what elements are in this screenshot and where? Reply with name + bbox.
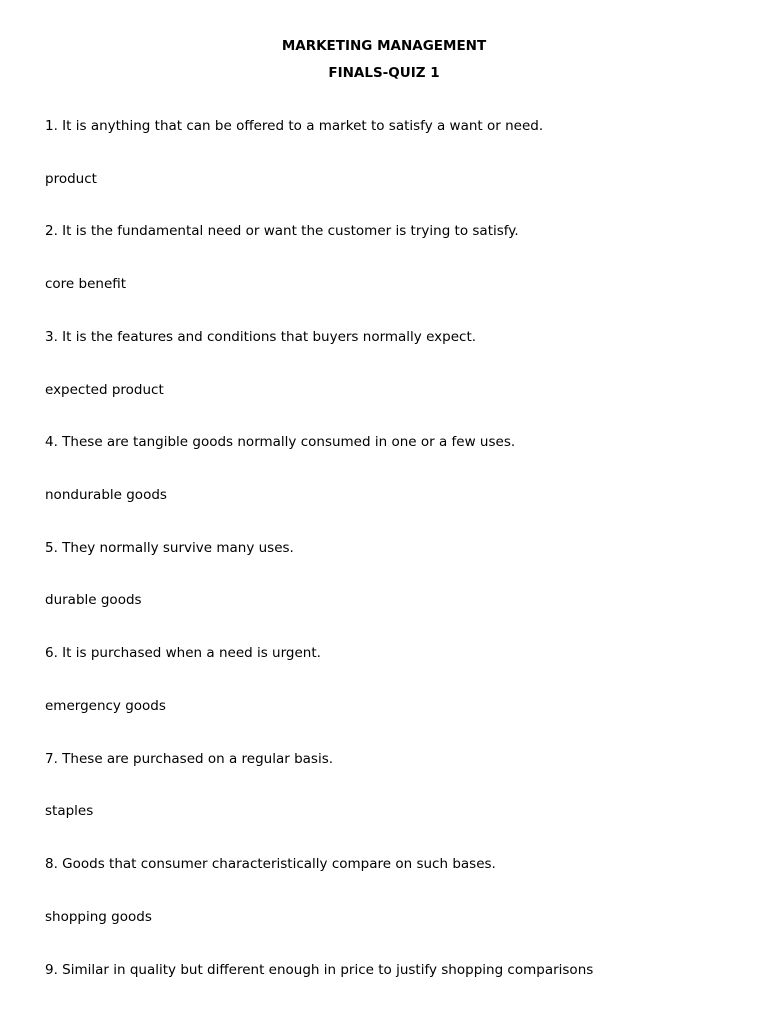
answer-8: shopping goods xyxy=(45,909,152,925)
answer-6: emergency goods xyxy=(45,698,166,714)
question-6: 6. It is purchased when a need is urgent. xyxy=(45,645,321,661)
question-7: 7. These are purchased on a regular basis. xyxy=(45,751,334,767)
answer-5: durable goods xyxy=(45,592,142,608)
answer-3: expected product xyxy=(45,382,164,398)
answer-2: core benefit xyxy=(45,276,127,292)
question-4: 4. These are tangible goods normally consumed in one or a few uses. xyxy=(45,434,516,450)
answer-4: nondurable goods xyxy=(45,487,167,503)
question-2: 2. It is the fundamental need or want the customer is trying to satisfy. xyxy=(45,223,519,239)
question-5: 5. They normally survive many uses. xyxy=(45,540,294,556)
question-1: 1. It is anything that can be offered to a market to satisfy a want or need. xyxy=(45,118,544,134)
document-title: MARKETING MANAGEMENT xyxy=(281,38,487,54)
answer-1: product xyxy=(45,171,97,187)
document-subtitle: FINALS-QUIZ 1 xyxy=(328,65,440,81)
answer-7: staples xyxy=(45,803,94,819)
question-8: 8. Goods that consumer characteristically compare on such bases. xyxy=(45,856,496,872)
question-3: 3. It is the features and conditions that buyers normally expect. xyxy=(45,329,477,345)
question-9: 9. Similar in quality but different enough in price to justify shopping comparisons xyxy=(45,962,594,978)
